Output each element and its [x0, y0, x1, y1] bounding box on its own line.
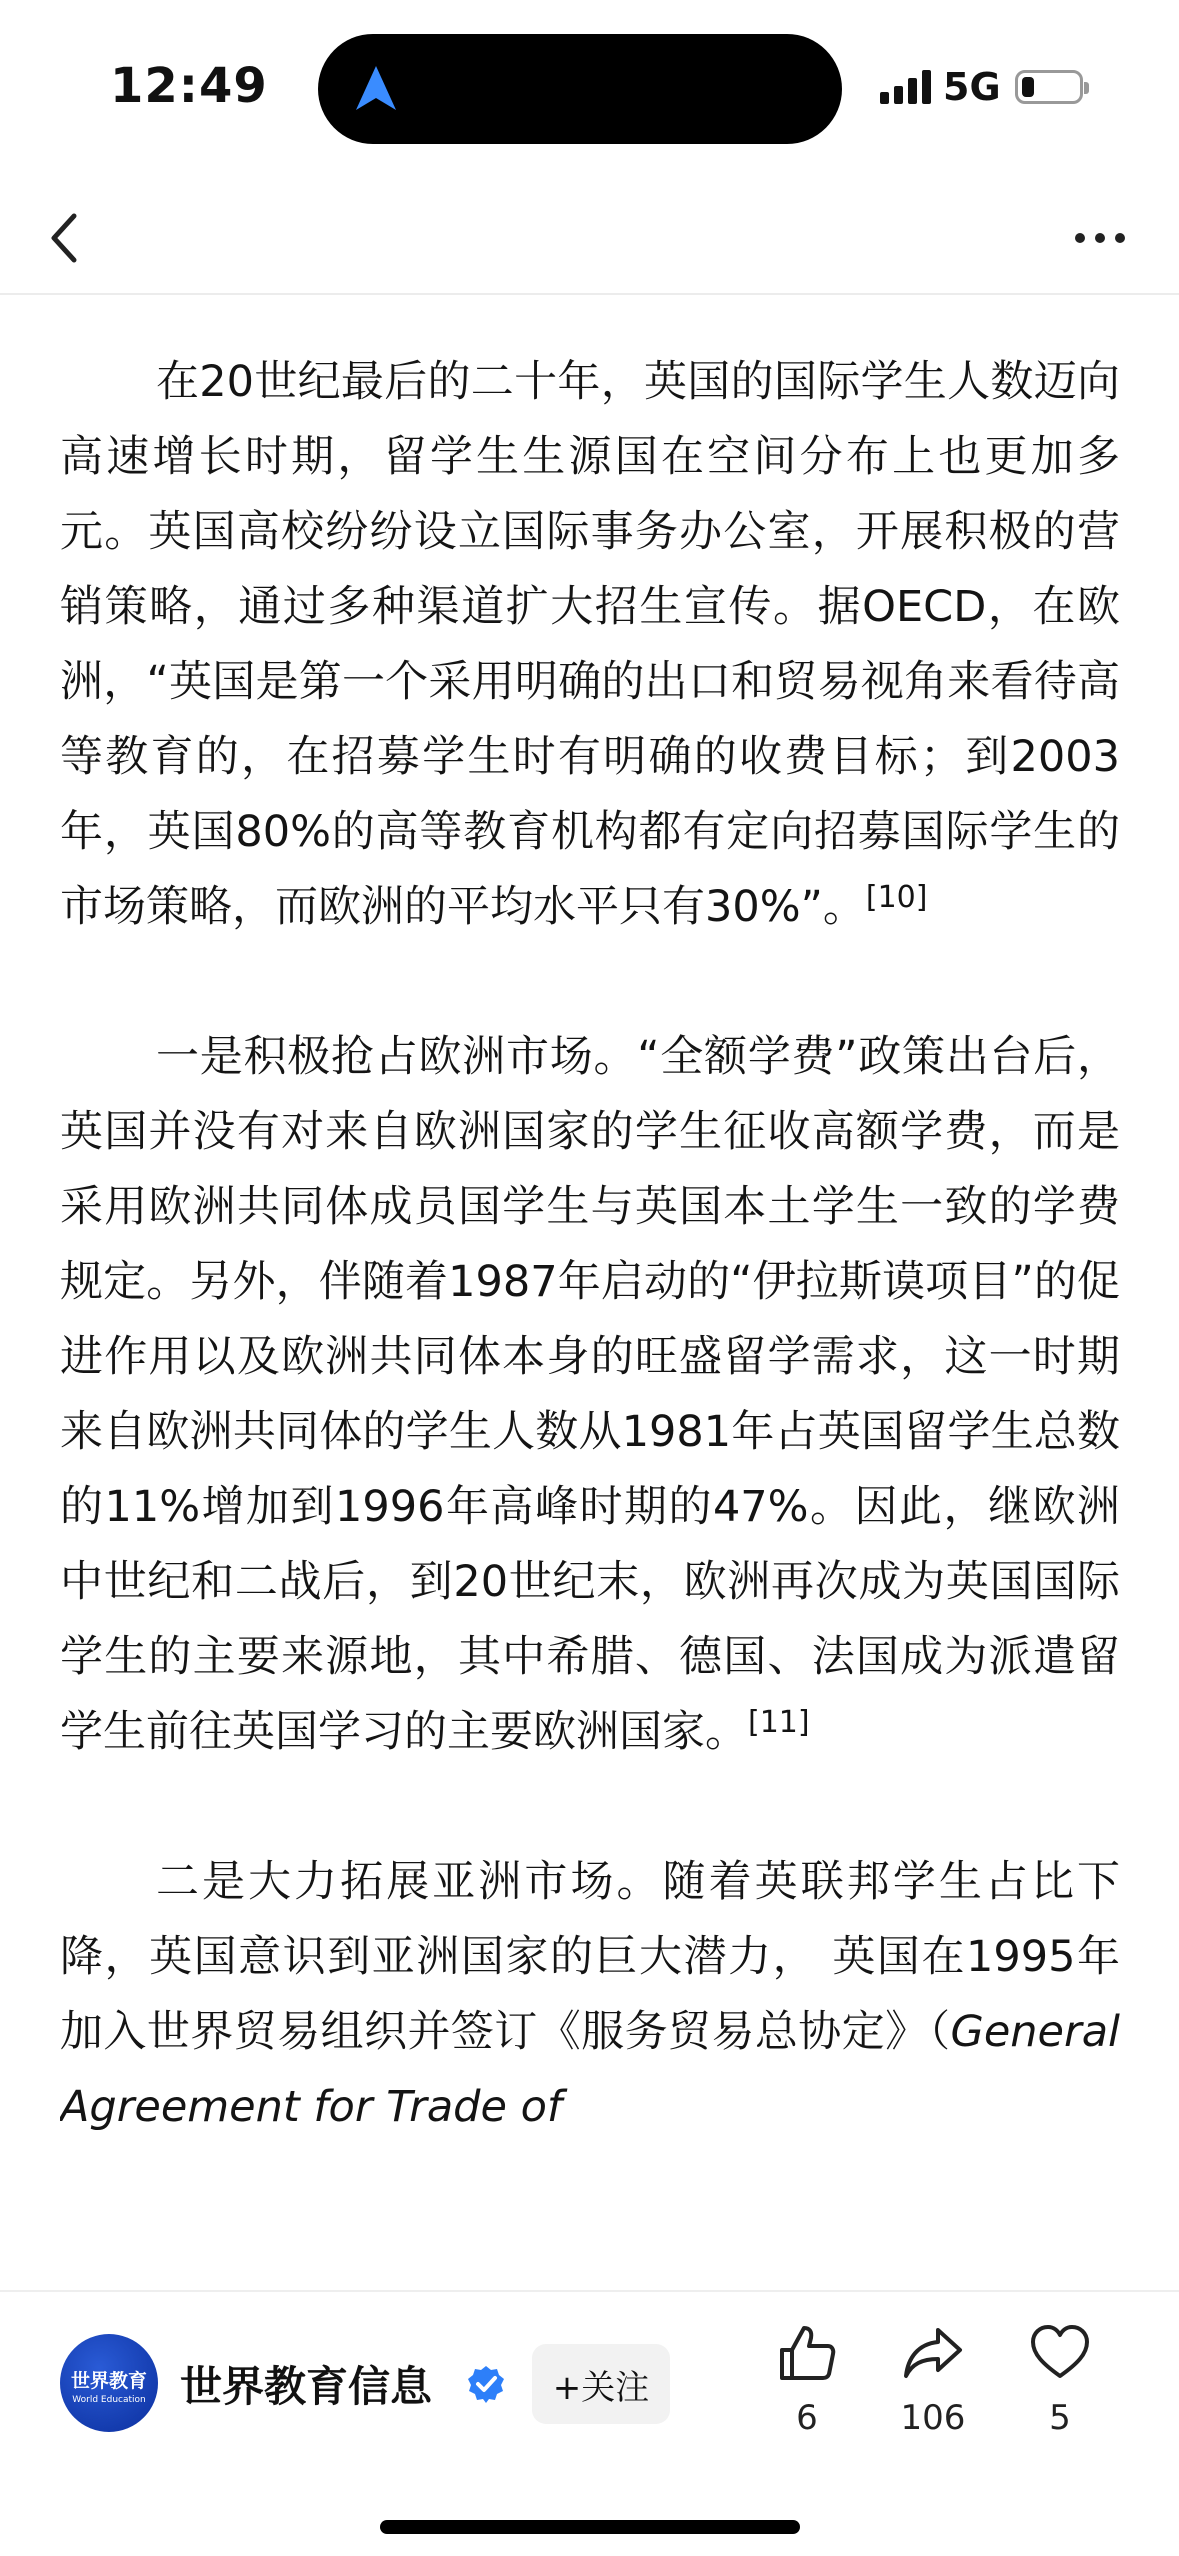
like-button[interactable] — [752, 2322, 862, 2438]
status-indicators — [880, 62, 1083, 112]
article-paragraph-3: 二是大力拓展亚洲市场。随着英联邦学生占比下降，英国意识到亚洲国家的巨大潜力， 英国在1995年加入世界贸易组织并签订《服务贸易总协定》（General Agreement for Trade of — [60, 1857, 1120, 2132]
home-indicator[interactable] — [380, 2520, 800, 2534]
more-horizontal-icon — [1075, 233, 1085, 243]
citation-ref[interactable]: [11] — [748, 1705, 810, 1740]
account-name[interactable]: 世界教育信息 — [180, 2362, 433, 2411]
share-arrow-icon — [902, 2322, 964, 2384]
favorite-count: 5 — [1049, 2398, 1071, 2438]
verified-badge-icon — [466, 2364, 506, 2404]
dynamic-island — [318, 34, 842, 144]
top-nav-bar — [0, 180, 1179, 295]
share-count: 106 — [900, 2398, 966, 2438]
battery-icon — [1015, 70, 1083, 104]
thumbs-up-icon — [776, 2322, 838, 2384]
navigation-arrow-icon — [354, 64, 398, 114]
article-body — [60, 345, 1120, 2285]
citation-ref[interactable]: [10] — [865, 880, 928, 915]
article-paragraph-1: 在20世纪最后的二十年，英国的国际学生人数迈向高速增长时期，留学生生源国在空间分布上也更加多元。英国高校纷纷设立国际事务办公室，开展积极的营销策略，通过多种渠道扩大招生宣传。据OECD，在欧洲，“英国是第一个采用明确的出口和贸易视角来看待高等教育的，在招募学生时有明确的收费目标；到2003年，英国80%的高等教育机构都有定向招募国际学生的市场策略，而欧洲的平均水平只有30%”。[10] — [60, 357, 1120, 932]
like-count: 6 — [796, 2398, 818, 2438]
follow-button[interactable]: +关注 — [532, 2344, 670, 2424]
more-options-button[interactable] — [1055, 198, 1145, 278]
status-bar — [0, 0, 1179, 180]
account-avatar[interactable]: 世界教育 World Education — [60, 2334, 158, 2432]
heart-icon — [1029, 2322, 1091, 2384]
article-paragraph-2: 一是积极抢占欧洲市场。“全额学费”政策出台后，英国并没有对来自欧洲国家的学生征收高额学费，而是采用欧洲共同体成员国学生与英国本土学生一致的学费规定。另外，伴随着1987年启动的“伊拉斯谟项目”的促进作用以及欧洲共同体本身的旺盛留学需求，这一时期来自欧洲共同体的学生人数从1981年占英国留学生总数的11%增加到1996年高峰时期的47%。因此，继欧洲中世纪和二战后，到20世纪末，欧洲再次成为英国国际学生的主要来源地，其中希腊、德国、法国成为派遣留学生前往英国学习的主要欧洲国家。[11] — [60, 1032, 1120, 1757]
back-button[interactable] — [40, 198, 120, 278]
favorite-button[interactable] — [1005, 2322, 1115, 2438]
status-time: 12:49 — [110, 58, 268, 114]
chevron-left-icon — [40, 198, 120, 278]
bottom-action-bar — [0, 2290, 1179, 2556]
share-button[interactable] — [878, 2322, 988, 2438]
network-type: 5G — [943, 65, 1001, 109]
cellular-signal-icon — [880, 70, 931, 104]
